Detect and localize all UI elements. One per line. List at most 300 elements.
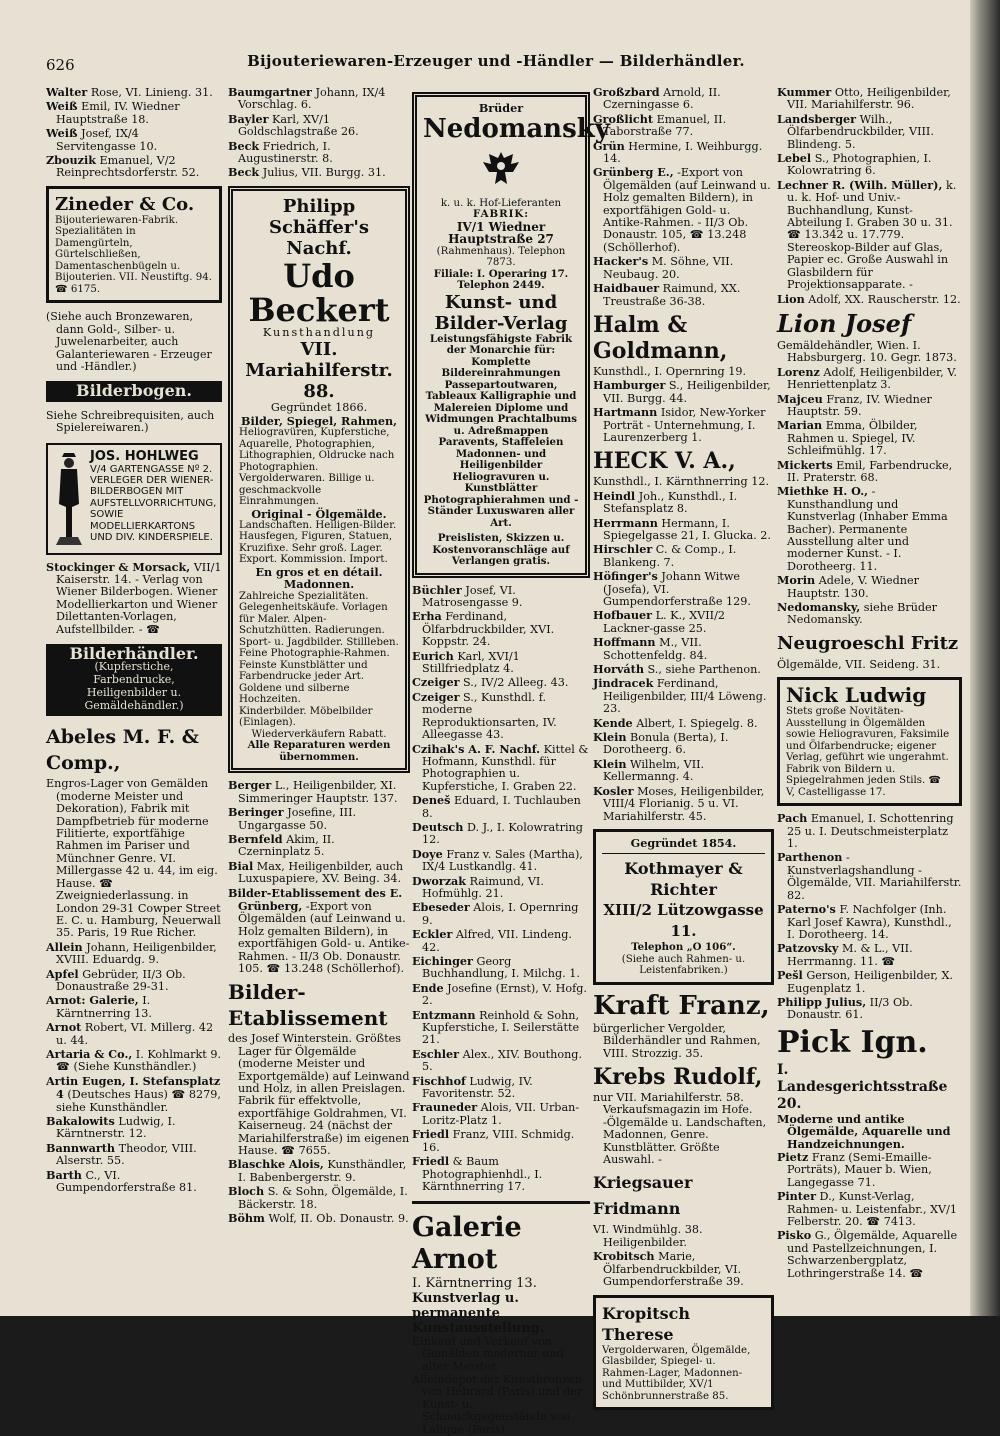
entry-name: Pach	[777, 811, 808, 826]
ad-address: XIII/2 Lützowgasse 11.	[603, 901, 764, 941]
directory-entry	[46, 561, 222, 636]
pick-body: Moderne und antike Ölgemälde, Aquarelle und Handzeichnungen.	[777, 1111, 951, 1151]
entry-name: Entzmann	[412, 1007, 476, 1022]
entry-text: VII/1 Kaiserstr. 14. - Verlag von Wiener Bilderbogen. Wiener Modellierkarton und Wiener Dilettanten-Vorlagen, Aufstellbilder. - ☎	[56, 560, 222, 636]
entry-text: Franz (Semi-Emaille-Porträts), Mauer b. Wien, Langegasse 71.	[787, 1150, 932, 1189]
entry-text: S., Kunsthdl. f. moderne Reproduktionsarten, IV. Alleegasse 43.	[422, 690, 557, 742]
entry-text: S., siehe Parthenon.	[647, 663, 761, 677]
entry-text: Franz v. Sales (Martha), IX/4 Lustkandlg. 41.	[422, 847, 583, 874]
entry-text: Johann, Heiligenbilder, XVIII. Eduardg. 9.	[56, 940, 217, 967]
entry-text: L. K., XVII/2 Lackner-gasse 25.	[603, 609, 725, 635]
directory-entry	[593, 282, 774, 308]
entry-text: Franz, VIII. Schmidg. 16.	[422, 1128, 575, 1154]
entry-text: II/3 Ob. Donaustr. 61.	[787, 995, 913, 1022]
entry-name: Großlicht	[593, 111, 654, 126]
entry-name: Hofbauer	[593, 608, 653, 623]
directory-entry	[228, 113, 410, 139]
entry-name: Patzovsky	[777, 941, 839, 956]
directory-entry	[593, 758, 774, 784]
ad-title: Zineder & Co.	[55, 193, 195, 215]
entry-name: Apfel	[46, 966, 79, 981]
directory-entry	[228, 779, 410, 805]
directory-entry	[228, 86, 410, 112]
pick-title: Pick Ign.	[777, 1024, 928, 1060]
directory-entry	[777, 1151, 962, 1189]
entry-name: Mickerts	[777, 457, 833, 472]
entry-name: Eurich	[412, 648, 454, 663]
entry-text: Reinhold & Sohn, Kupferstiche, I. Seilerstätte 21.	[422, 1008, 580, 1047]
directory-entry	[593, 1250, 774, 1288]
ad-filiale-tel: Telephon 2449.	[457, 279, 545, 292]
abeles-body: Engros-Lager von Gemälden (moderne Meister und Dekoration), Fabrik mit Dampfbetrieb für moderne Filitierte, exportfähige Rahmen im Pariser und Münchner Genre. VI. Millergasse 42 u. 44, im eig. Hause. ☎ Zweigniederlassung. in London 29-31 Cowper Street E. C. u. Hamburg, Neuerwall 35. Paris, 19 Rue Richer.	[46, 777, 221, 940]
entry-text: Bonula (Berta), I. Dorotheerg. 6.	[603, 731, 729, 757]
directory-entry	[777, 419, 962, 457]
entry-name: Weiß	[46, 99, 78, 114]
entry-name: Frauneder	[412, 1100, 478, 1115]
entry-name: Parthenon	[777, 850, 843, 865]
ad-repair: Alle Reparaturen werden übernommen.	[247, 739, 391, 763]
ad-title: Nedomansky	[423, 114, 610, 145]
kriegsauer-title: Kriegsauer Fridmann	[593, 1173, 693, 1219]
directory-entry	[777, 942, 962, 968]
entry-name: Klein	[593, 730, 627, 745]
ad-title: Nick Ludwig	[786, 683, 927, 708]
entry-name: Hirschler	[593, 542, 653, 557]
entry-text: & Baum Photographienhdl., I. Kärnthnerring 17.	[422, 1155, 543, 1193]
entry-text: Friedrich, I. Augustinerstr. 8.	[238, 139, 333, 166]
ad-title: JOS. HOHLWEG	[90, 448, 199, 464]
entry-text: Alois, I. Opernring 9.	[422, 901, 579, 927]
directory-entry	[412, 650, 590, 676]
entry-text: Hermine, I. Weihburgg. 14.	[603, 139, 763, 166]
entry-name: Bakalowits	[46, 1114, 115, 1128]
entry-name: Friedl	[412, 1127, 450, 1142]
entry-name: Marian	[777, 418, 823, 433]
entry-text: Ferdinand, Heiligenbilder, III/4 Löweng. 23.	[603, 677, 767, 716]
ad-body: Komplette Bildereinrahmungen Passepartoutwaren, Tableaux Kalligraphie und Malereien Diplome und Widmungen Prachtalbums u. Adreßmappen Paravents, Staffeleien Madonnen- und Heiligenbilder Heliogravuren u. Kunstblätter Photographierahmen und -Ständer Luxuswaren aller Art.	[423, 355, 579, 529]
krebs-title: Krebs Rudolf,	[593, 1064, 763, 1091]
entry-name: Lechner R. (Wilh. Müller),	[777, 177, 943, 192]
entry-text: Ludwig, I. Kärntnerstr. 12.	[56, 1115, 176, 1141]
entry-text: Wilhelm, VII. Kellermanng. 4.	[603, 757, 705, 784]
entry-list	[777, 366, 962, 627]
entry-list	[593, 86, 774, 308]
column-4	[593, 85, 774, 1402]
directory-entry	[412, 982, 590, 1008]
ad-arnot	[412, 1201, 590, 1436]
ad-tel: Telephon „O 106“.	[631, 941, 736, 954]
entry-text: Marie, Ölfarbendruckbilder, VI. Gumpendorferstraße 39.	[603, 1250, 744, 1289]
entry-name: Eckler	[412, 927, 453, 942]
entry-text: Johann Witwe (Josefa), VI. Gumpendorferstraße 129.	[603, 570, 751, 608]
directory-entry	[46, 1075, 222, 1114]
directory-entry	[777, 903, 962, 941]
page-header	[46, 50, 946, 74]
entry-text: Johann, IX/4 Vorschlag. 6.	[238, 86, 386, 112]
entry-text: Adolf, Heiligenbilder, V. Henriettenplatz 3.	[787, 365, 957, 392]
directory-entry	[593, 140, 774, 166]
entry-name: Majceu	[777, 391, 823, 406]
directory-entry	[777, 179, 962, 292]
directory-entry	[593, 517, 774, 543]
entry-list	[228, 1158, 410, 1225]
entry-list	[228, 779, 410, 975]
entry-text: Alfred, VII. Lindeng. 42.	[422, 928, 572, 954]
directory-entry	[777, 969, 962, 995]
entry-name: Deutsch	[412, 819, 464, 834]
entry-name: Grünberg E.,	[593, 165, 674, 180]
note-bilderbogen: Siehe Schreibrequisiten, auch Spielereiwaren.)	[46, 408, 215, 435]
entry-text: Alois, VII. Urban-Loritz-Platz 1.	[422, 1101, 580, 1127]
entry-text: Adolf, XX. Rauscherstr. 12.	[808, 292, 961, 306]
entry-text: Emma, Ölbilder, Rahmen u. Spiegel, IV. Schleifmühlg. 17.	[787, 419, 918, 458]
ad-founded: Gegründet 1854.	[630, 835, 737, 850]
directory-entry	[412, 955, 590, 981]
entry-text: Joh., Kunsthdl., I. Stefansplatz 8.	[603, 489, 738, 516]
entry-name: Arnot: Galerie,	[46, 993, 139, 1008]
entry-name: Walter	[46, 85, 88, 99]
entry-name: Bloch	[228, 1184, 265, 1199]
directory-entry	[46, 154, 222, 180]
entry-name: Arnot	[46, 1020, 82, 1035]
entry-name: Heindl	[593, 488, 636, 503]
directory-entry	[412, 676, 590, 689]
entry-text: Wolf, II. Ob. Donaustr. 9.	[268, 1212, 409, 1226]
directory-entry	[412, 928, 590, 954]
ad-title: Philipp Schäffer's Nachf.	[268, 195, 370, 259]
directory-entry	[46, 1169, 222, 1195]
entry-list	[46, 86, 222, 180]
ad-subtitle: Kunsthandlung	[262, 325, 376, 339]
entry-text: Albert, I. Spiegelg. 8.	[636, 716, 758, 730]
entry-text: S., IV/2 Alleeg. 43.	[463, 676, 569, 690]
directory-entry	[46, 968, 222, 994]
directory-entry	[593, 636, 774, 662]
entry-text: - Kunstverlagshandlung - Ölgemälde, VII. Mariahilferstr. 82.	[787, 851, 962, 902]
directory-entry	[228, 1158, 410, 1184]
entry-name: Nedomansky,	[777, 600, 861, 615]
directory-entry	[777, 601, 962, 627]
ad-body-2: Landschaften. Heiligen-Bilder. Hausfegen, Figuren, Statuen, Kruzifixe. Sehr groß. Lager. Export. Kommission. Import.	[239, 519, 397, 566]
entry-name: Miethke H. O.,	[777, 484, 869, 499]
ad-title: Kropitsch Therese	[602, 1303, 691, 1344]
entry-name: Pinter	[777, 1189, 816, 1204]
entry-name: Artaria & Co.,	[46, 1046, 133, 1061]
entry-text: S. & Sohn, Ölgemälde, I. Bäckerstr. 18.	[238, 1185, 408, 1211]
entry-name: Kosler	[593, 783, 634, 798]
entry-text: I. Kohlmarkt 9. ☎ (Siehe Kunsthändler.)	[56, 1047, 222, 1074]
entry-name: Beck	[228, 138, 260, 153]
entry-text: Emil, Farbendrucke, II. Praterstr. 68.	[787, 458, 953, 484]
directory-entry	[593, 113, 774, 139]
directory-entry	[777, 812, 962, 850]
entry-name: Pešl	[777, 968, 803, 983]
entry-name: Deneš	[412, 793, 451, 808]
ad-original: Original - Ölgemälde.	[251, 506, 387, 521]
directory-entry	[46, 1048, 222, 1074]
ad-body-2: Alleindepot der Kunstbronzen von Hébrard (Paris) und der Kunst- u. Schmuckgegenstände von Lalique (Paris).	[412, 1372, 583, 1436]
entry-name: Artin Eugen, I. Stefansplatz 4	[46, 1073, 221, 1102]
halm-title: Halm & Goldmann,	[593, 311, 728, 364]
ad-rabatt: Wiederverkäufern Rabatt.	[251, 728, 387, 740]
entry-name: Baumgartner	[228, 85, 312, 99]
ad-founded: Gegründet 1866.	[270, 401, 368, 415]
running-title: Bijouteriewaren-Erzeuger und -Händler — Bilderhändler.	[247, 52, 745, 70]
ad-address: VII. Mariahilferstr. 88.	[245, 339, 393, 403]
directory-entry	[412, 848, 590, 874]
entry-text: Josef, IX/4 Servitengasse 10.	[56, 127, 158, 153]
entry-text: Theodor, VIII. Alserstr. 55.	[56, 1141, 197, 1168]
banner-title: Bilderbogen.	[76, 381, 192, 401]
entry-name: Czihak's A. F. Nachf.	[412, 741, 541, 756]
etablissement-title: Bilder-Etablissement	[228, 980, 388, 1031]
directory-entry	[412, 584, 590, 610]
section-banner-bilderbogen	[46, 381, 222, 401]
directory-entry	[593, 366, 774, 378]
entry-text: Arnold, II. Czerningasse 6.	[603, 86, 721, 112]
entry-text: Karl, XVI/1 Stillfriedplatz 4.	[422, 649, 520, 676]
directory-entry	[593, 406, 774, 444]
entry-name: Jindracek	[593, 676, 654, 691]
directory-entry	[228, 1212, 410, 1225]
entry-name: Haidbauer	[593, 281, 660, 296]
entry-name: Erha	[412, 609, 442, 624]
entry-name: Eschler	[412, 1046, 460, 1061]
directory-entry	[228, 806, 410, 832]
etablissement-body: des Josef Winterstein. Größtes Lager für Ölgemälde (moderne Meister und Exportgemälde) auf Leinwand und Holz, in allen Preislagen. Fabrik für effektvolle, exportfähige Goldrahmen, VI. Kaiserneug. 24 (nächst der Mariahilferstraße) im eigenen Hause. ☎ 7655.	[228, 1032, 410, 1158]
ad-madonnen: Madonnen.	[283, 577, 355, 592]
entry-text: Eduard, I. Tuchlauben 8.	[422, 794, 581, 820]
neugroeschl-title: Neugroeschl Fritz	[777, 632, 959, 654]
neugroeschl-body: Ölgemälde, VII. Seideng. 31.	[777, 657, 941, 671]
entry-name: Czeiger	[412, 689, 460, 704]
directory-entry	[412, 1128, 590, 1154]
entry-name: Krobitsch	[593, 1249, 655, 1264]
lion-body: Gemäldehändler, Wien. I. Habsburgerg. 10. Gegr. 1873.	[777, 338, 957, 365]
entry-text: Josefine, III. Ungargasse 50.	[238, 806, 357, 832]
directory-entry	[593, 476, 774, 488]
kriegsauer-body: VI. Windmühlg. 38. Heiligenbilder.	[593, 1223, 703, 1249]
entry-text: Hermann, I. Spiegelgasse 21, I. Glucka. 2.	[603, 516, 771, 542]
directory-entry	[777, 996, 962, 1022]
entry-name: Landsberger	[777, 111, 857, 126]
directory-entry	[777, 366, 962, 392]
entry-name: Pietz	[777, 1149, 809, 1164]
entry-name: Büchler	[412, 582, 462, 597]
entry-text: Rose, VI. Linieng. 31.	[90, 86, 213, 99]
directory-entry	[228, 860, 410, 886]
directory-entry	[228, 887, 410, 976]
ad-hohlweg	[46, 443, 222, 555]
entry-name: Ende	[412, 980, 444, 995]
entry-text: Max, Heiligenbilder, auch Luxuspapiere, XV. Being. 34.	[238, 859, 404, 886]
directory-entry	[46, 994, 222, 1020]
banner-subtitle: (Kupferstiche, Farbendrucke, Heiligenbilder u. Gemäldehändler.)	[84, 660, 184, 713]
entry-text: Otto, Heiligenbilder, VII. Mariahilferstr. 96.	[787, 86, 951, 112]
directory-entry	[412, 1101, 590, 1127]
directory-entry	[777, 485, 962, 573]
entry-text: Adele, V. Wiedner Hauptstr. 130.	[787, 574, 919, 600]
ad-nick	[777, 677, 962, 806]
ad-body-1: Heliogravüren, Kupferstiche, Aquarelle, Photographien, Lithographien, Oldrucke nach Photographien. Vergolderwaren. Billige u. geschmackvolle Einrahmungen.	[239, 427, 395, 508]
entry-list	[777, 86, 962, 306]
ad-body: Vergolderwaren, Ölgemälde, Glasbilder, Spiegel- u. Rahmen-Lager, Madonnen- und Muttibilder, XV/1 Schönbrunnerstraße 85.	[602, 1344, 751, 1402]
directory-entry	[777, 851, 962, 902]
directory-entry	[228, 833, 410, 859]
entry-text: I. Kärntnerring 13.	[56, 994, 152, 1020]
entry-text: -Export von Ölgemälden (auf Leinwand u. Holz gemalten Bildern), in exportfähigen Gold- u. Antike-Rahmen. - II/3 Ob. Donaustr. 105, ☎ 13.248 (Schöllerhof).	[603, 166, 771, 254]
directory-entry	[777, 293, 962, 306]
ad-address: IV/1 Wiedner Hauptstraße 27	[448, 219, 554, 247]
entry-text: C., VI. Gumpendorferstraße 81.	[56, 1168, 197, 1195]
ad-body-4: Kinderbilder. Möbelbilder (Einlagen).	[239, 705, 373, 729]
entry-name: Kummer	[777, 85, 832, 99]
entry-name: Barth	[46, 1167, 82, 1182]
banner-title: Bilderhändler.	[69, 644, 199, 664]
entry-name: Allein	[46, 939, 83, 954]
entry-name: Lorenz	[777, 364, 820, 379]
entry-name: Beringer	[228, 805, 284, 820]
column-2	[228, 86, 410, 1296]
directory-entry	[46, 941, 222, 967]
entry-name: Herrmann	[593, 515, 658, 530]
entry-list	[593, 1250, 774, 1288]
ad-tel: (Rahmenhaus). Telephon 7873.	[436, 245, 566, 269]
ad-filiale: Filiale: I. Operaring 17.	[433, 267, 569, 280]
ad-zineder	[46, 186, 222, 304]
directory-entry	[593, 166, 774, 254]
directory-entry	[412, 691, 590, 742]
entry-name: Fischhof	[412, 1073, 466, 1088]
directory-entry	[228, 140, 410, 166]
entry-list	[593, 366, 774, 444]
entry-name: Eichinger	[412, 954, 473, 968]
ad-pre: Brüder	[478, 101, 524, 115]
entry-name: Ebeseder	[412, 900, 470, 915]
directory-entry	[777, 113, 962, 151]
directory-entry	[593, 609, 774, 635]
directory-entry	[593, 731, 774, 757]
entry-text: Wilh., Ölfarbendruckbilder, VIII. Blindeng. 5.	[787, 112, 934, 151]
entry-list	[46, 941, 222, 1195]
entry-name: Pisko	[777, 1228, 812, 1243]
entry-text: Karl, XV/1 Goldschlagstraße 26.	[238, 112, 359, 139]
directory-entry	[46, 1115, 222, 1141]
kraft-body: bürgerlicher Vergolder, Bilderhändler und Rahmen, VIII. Strozzig. 35.	[593, 1021, 761, 1060]
directory-entry	[46, 86, 222, 99]
entry-text: M. & L., VII. Herrmanng. 11. ☎	[787, 942, 913, 968]
entry-name: Berger	[228, 778, 272, 793]
directory-entry	[228, 1185, 410, 1211]
directory-entry	[593, 543, 774, 569]
directory-entry	[777, 1229, 962, 1280]
entry-list	[412, 584, 590, 1194]
section-banner-bilderhaendler	[46, 644, 222, 716]
directory-entry	[777, 393, 962, 419]
entry-text: Robert, VI. Millerg. 42 u. 44.	[56, 1021, 214, 1047]
entry-name: Weiß	[46, 126, 78, 141]
entry-name: Böhm	[228, 1211, 265, 1226]
entry-text: Moses, Heiligenbilder, VIII/4 Florianig. 5 u. VI. Mariahilferstr. 45.	[603, 784, 765, 823]
entry-text: G., Ölgemälde, Aquarelle und Pastellzeichnungen, I. Schwarzenbergplatz, Lothringerstraße 14. ☎	[787, 1229, 958, 1280]
entry-text: Josef, VI. Matrosengasse 9.	[422, 583, 523, 610]
heck-title: HECK V. A.,	[593, 448, 736, 475]
ad-sub: Kunstverlag u. permanente Kunstausstellung.	[412, 1290, 545, 1336]
directory-entry	[593, 490, 774, 516]
ad-body: Stets große Novitäten-Ausstellung in Ölgemälden sowie Heliogravuren, Faksimile und Ölfarbendrucke; eigener Verlag, geführt wie ungerahmt. Fabrik von Bildern u. Spiegelrahmen jeden Stils. ☎ V, Castelligasse 17.	[786, 706, 950, 798]
entry-name: Stockinger & Morsack,	[46, 559, 191, 574]
entry-text: Raimund, VI. Hofmühlg. 21.	[422, 874, 544, 900]
page-edge-shadow	[970, 0, 1000, 1316]
ad-body-3: Zahlreiche Spezialitäten. Gelegenheitskäufe. Vorlagen für Maler. Alpen-Schutzhütten. Radierungen. Sport- u. Jagdbilder. Stillleben. Feine Photographie-Rahmen. Feinste Kunstblätter und Farbendrucke jeder Art. Goldene und silberne Hochzeiten.	[239, 590, 399, 706]
directory-entry	[412, 794, 590, 820]
entry-text: - Kunsthandlung und Kunstverlag (Inhaber Emma Bacher). Permanente Ausstellung alter und moderner Kunst. - I. Dorotheerg. 11.	[787, 485, 948, 573]
entry-text: Isidor, New-Yorker Porträt - Unternehmung, I. Laurenzerberg 1.	[603, 406, 766, 444]
entry-text: Franz, IV. Wiedner Hauptstr. 59.	[787, 392, 932, 418]
ad-body: Einkauf und Verkauf von Gemälden moderner und alter Meister.	[412, 1334, 564, 1373]
entry-text: Emanuel, V/2 Reinprechtsdorferstr. 52.	[56, 154, 200, 180]
entry-name: Philipp Julius,	[777, 994, 867, 1009]
imperial-eagle-icon	[481, 148, 521, 190]
kraft-title: Kraft Franz,	[593, 990, 770, 1021]
soldier-figure-icon	[52, 449, 86, 549]
directory-entry	[593, 785, 774, 823]
directory-entry	[46, 1142, 222, 1168]
ad-body: Bijouteriewaren-Fabrik. Spezialitäten in Damengürteln, Gürtelschließen, Damentaschenbügeln u. Bijouterien. VII. Neustiftg. 94. ☎ 6175.	[55, 214, 212, 295]
entry-text: Julius, VII. Burgg. 31.	[262, 166, 386, 180]
entry-text: D. J., I. Kolowratring 12.	[422, 820, 583, 847]
entry-name: Beck	[228, 165, 260, 180]
ad-body: V/4 GARTENGASSE Nº 2. VERLEGER DER WIENER-BILDERBOGEN MIT AUFSTELLVORRICHTUNG, SOWIE MODELLIERKARTONS UND DIV. KINDERSPIELE.	[90, 463, 217, 544]
entry-text: Kunsthdl., I. Opernring 19.	[593, 364, 747, 378]
ad-title: Galerie Arnot	[412, 1212, 522, 1276]
directory-entry	[593, 677, 774, 715]
directory-entry	[412, 901, 590, 927]
entry-text: -Export von Ölgemälden (auf Leinwand u. Holz gemalten Bildern), in exportfähigen Gold- u. Antike-Rahmen. - II/3 Ob. Donaustr. 105. ☎ 13.248 (Schöllerhof).	[238, 899, 410, 975]
entry-list	[593, 476, 774, 823]
directory-entry	[228, 166, 410, 179]
ad-note: (Siehe auch Rahmen- u. Leistenfabriken.)	[621, 953, 746, 977]
entry-name: Zbouzik	[46, 153, 96, 168]
directory-entry	[412, 1155, 590, 1193]
entry-text: M. Söhne, VII. Neubaug. 20.	[603, 255, 734, 281]
entry-name: Bial	[228, 858, 254, 873]
entry-name: Höfinger's	[593, 569, 658, 584]
entry-list	[228, 86, 410, 180]
entry-text: Kunsthändler, I. Babenbergerstr. 9.	[238, 1158, 407, 1184]
lion-title: Lion Josef	[777, 308, 912, 338]
directory-entry	[593, 570, 774, 608]
directory-entry	[412, 1009, 590, 1047]
directory-entry	[777, 574, 962, 600]
directory-entry	[777, 152, 962, 178]
entry-name: Hacker's	[593, 254, 649, 269]
entry-name: Morin	[777, 573, 816, 588]
directory-entry	[46, 1021, 222, 1047]
entry-name: Hamburger	[593, 378, 666, 393]
directory-entry	[412, 1048, 590, 1074]
directory-entry	[412, 1075, 590, 1101]
entry-text: Gerson, Heiligenbilder, X. Eugenplatz 1.	[787, 969, 953, 995]
ad-hof: k. u. k. Hof-Lieferanten	[440, 197, 562, 209]
ad-name: Udo Beckert	[248, 256, 390, 329]
entry-name: Grün	[593, 138, 625, 153]
entry-text: Emanuel, I. Schottenring 25 u. I. Deutschmeisterplatz 1.	[787, 812, 954, 851]
entry-text: Alex., XIV. Bouthong. 5.	[422, 1047, 583, 1074]
directory-entry	[777, 86, 962, 112]
entry-name: Horváth	[593, 662, 644, 677]
entry-name: Hartmann	[593, 405, 658, 420]
